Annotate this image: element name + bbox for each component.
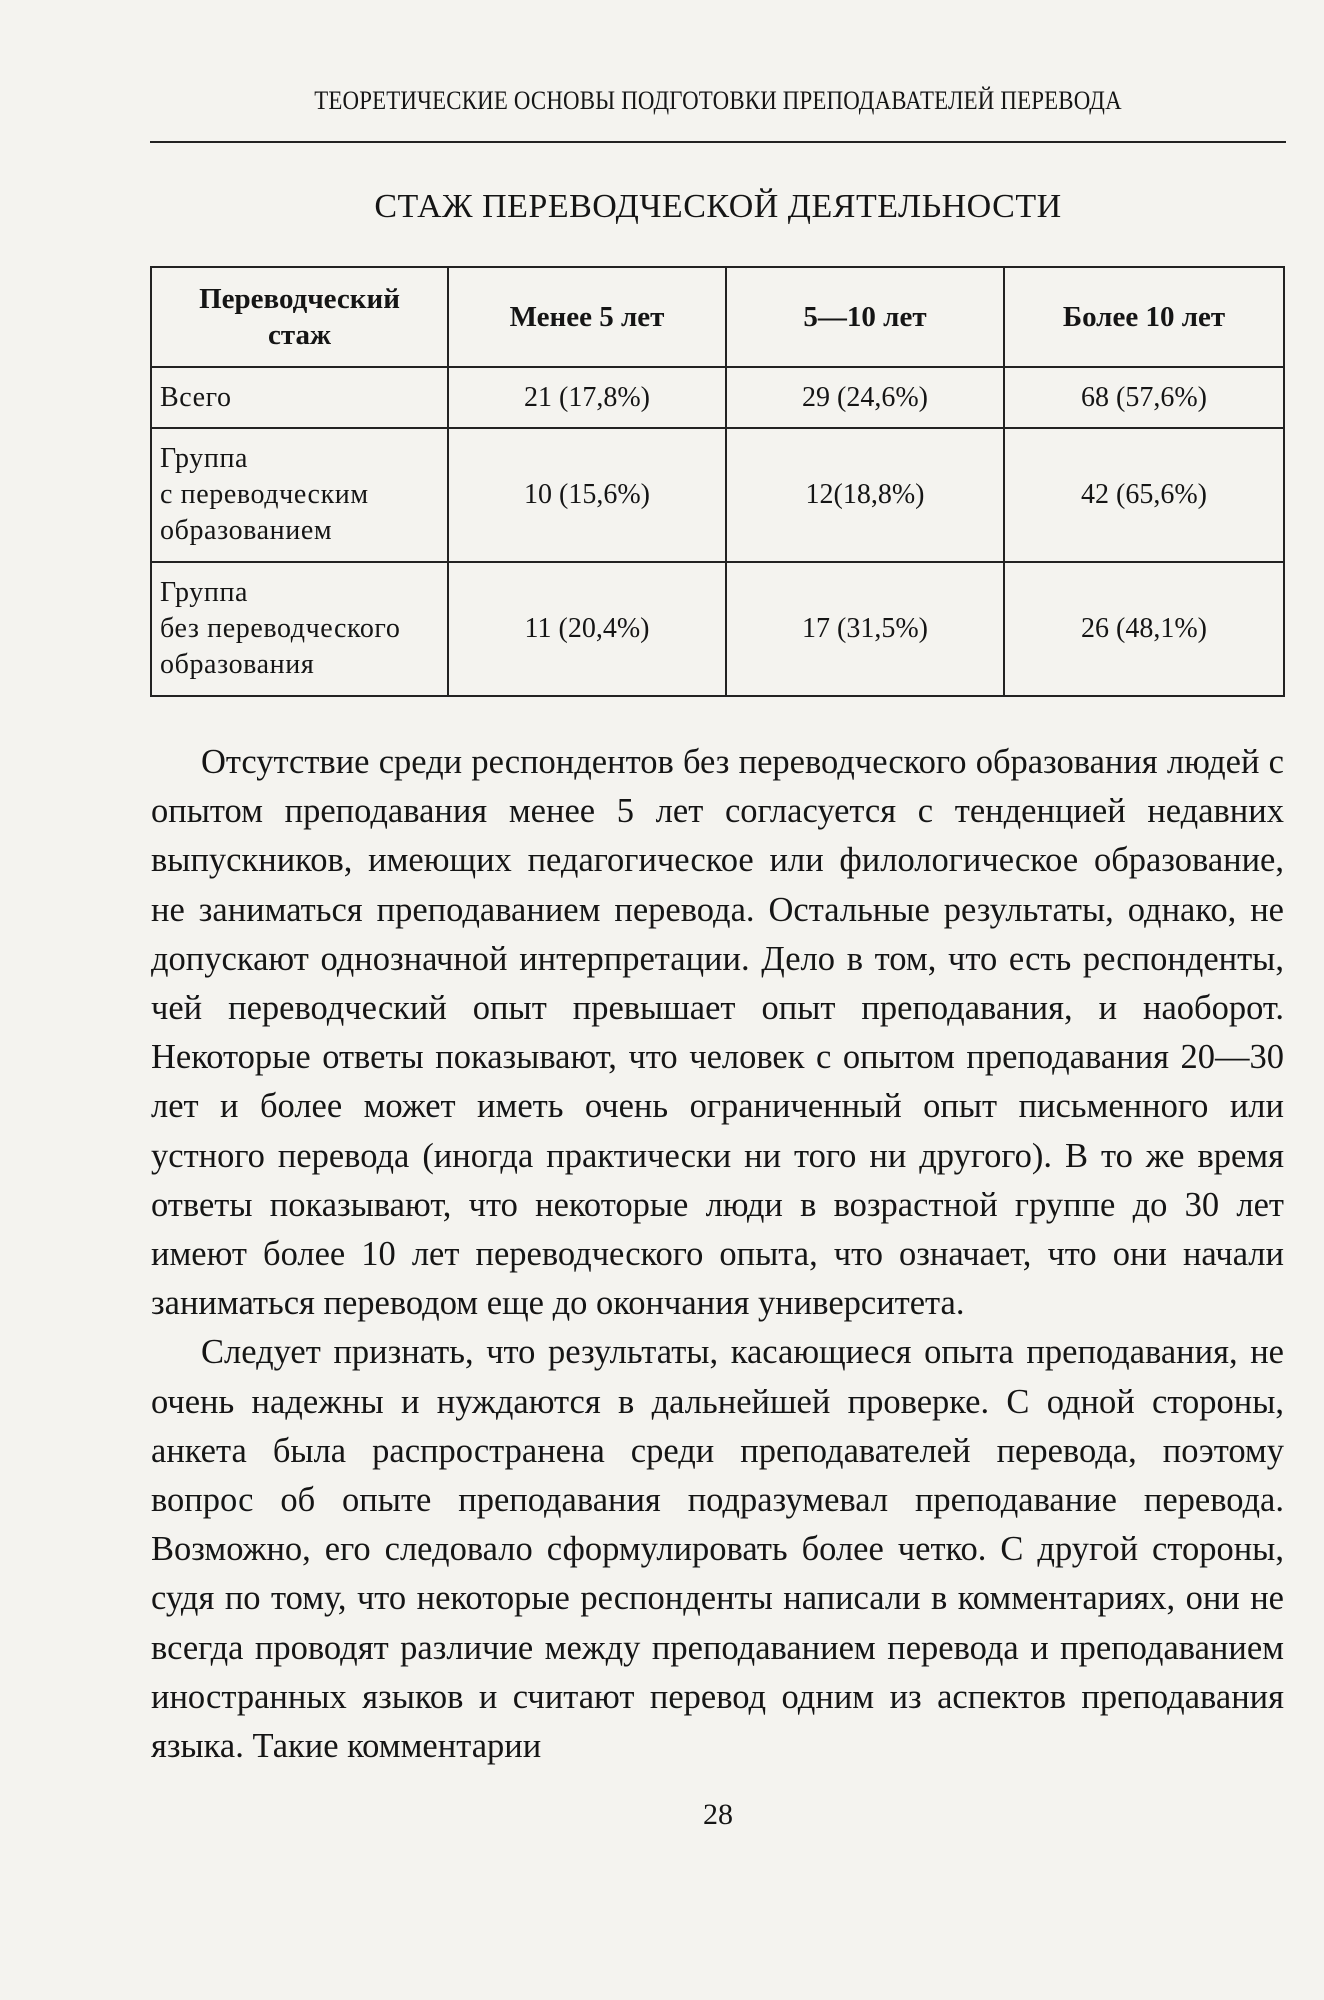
table-row-total: [151, 367, 1284, 428]
paragraph: Следует признать, что результаты, касающиеся опыта преподавания, не очень надежны и нуждаются в дальнейшей проверке. С одной стороны, анкета была распространена среди преподавателей перевода, поэтому вопрос об опыте преподавания подразумевал преподавание перевода. Возможно, его следовало сформулировать более четко. С другой стороны, судя по тому, что некоторые респонденты написали в комментариях, они не всегда проводят различие между преподаванием перевода и преподаванием иностранных языков и считают перевод одним из аспектов преподавания языка. Такие комментарии: [151, 1333, 1284, 1766]
table-cell: 42 (65,6%): [1004, 428, 1284, 562]
header-row-label-line1: Переводческий: [199, 283, 400, 315]
experience-table: [150, 266, 1285, 697]
table-cell: 68 (57,6%): [1004, 367, 1284, 428]
header-col-more-10: Более 10 лет: [1004, 267, 1284, 367]
table-cell: 12(18,8%): [726, 428, 1004, 562]
row-label: [151, 562, 448, 696]
table-cell: 29 (24,6%): [726, 367, 1004, 428]
row-label-line1: Всего: [160, 381, 232, 413]
row-label: [151, 428, 448, 562]
table-header-row: [151, 267, 1284, 367]
row-label-line3: образованием: [160, 515, 333, 546]
page-number: 28: [703, 1798, 733, 1831]
table-cell: 17 (31,5%): [726, 562, 1004, 696]
header-col-5-10: 5—10 лет: [726, 267, 1004, 367]
row-label-line2: с переводческим: [160, 479, 369, 510]
running-header: ТЕОРЕТИЧЕСКИЕ ОСНОВЫ ПОДГОТОВКИ ПРЕПОДАВАТЕЛЕЙ ПЕРЕВОДА: [314, 86, 1122, 115]
header-row-label-line2: стаж: [268, 319, 331, 351]
header-col-less-5: Менее 5 лет: [448, 267, 726, 367]
row-label: [151, 367, 448, 428]
row-label-line1: Группа: [160, 577, 249, 608]
paragraph: Отсутствие среди респондентов без переводческого образования людей с опытом преподавания менее 5 лет согласуется с тенденцией недавних выпускников, имеющих педагогическое или филологическое образование, не заниматься преподаванием перевода. Остальные результаты, однако, не допускают однозначной интерпретации. Дело в том, что есть респонденты, чей переводческий опыт превышает опыт преподавания, и наоборот. Некоторые ответы показывают, что человек с опытом преподавания 20—30 лет и более может иметь очень ограниченный опыт письменного или устного перевода (иногда практически ни того ни другого). В то же время ответы показывают, что некоторые люди в возрастной группе до 30 лет имеют более 10 лет переводческого опыта, что означает, что они начали заниматься переводом еще до окончания университета.: [151, 743, 1284, 1323]
table-cell: 21 (17,8%): [448, 367, 726, 428]
row-label-line3: образования: [160, 649, 315, 680]
table-cell: 11 (20,4%): [448, 562, 726, 696]
body-text: [151, 738, 1284, 1771]
row-label-line2: без переводческого: [160, 613, 401, 644]
table-row-without-education: [151, 562, 1284, 696]
header-rule: [150, 141, 1286, 143]
header-row-label: [151, 267, 448, 367]
table-row-with-education: [151, 428, 1284, 562]
table-cell: 26 (48,1%): [1004, 562, 1284, 696]
row-label-line1: Группа: [160, 443, 249, 474]
table-title: СТАЖ ПЕРЕВОДЧЕСКОЙ ДЕЯТЕЛЬНОСТИ: [374, 188, 1062, 225]
table-cell: 10 (15,6%): [448, 428, 726, 562]
